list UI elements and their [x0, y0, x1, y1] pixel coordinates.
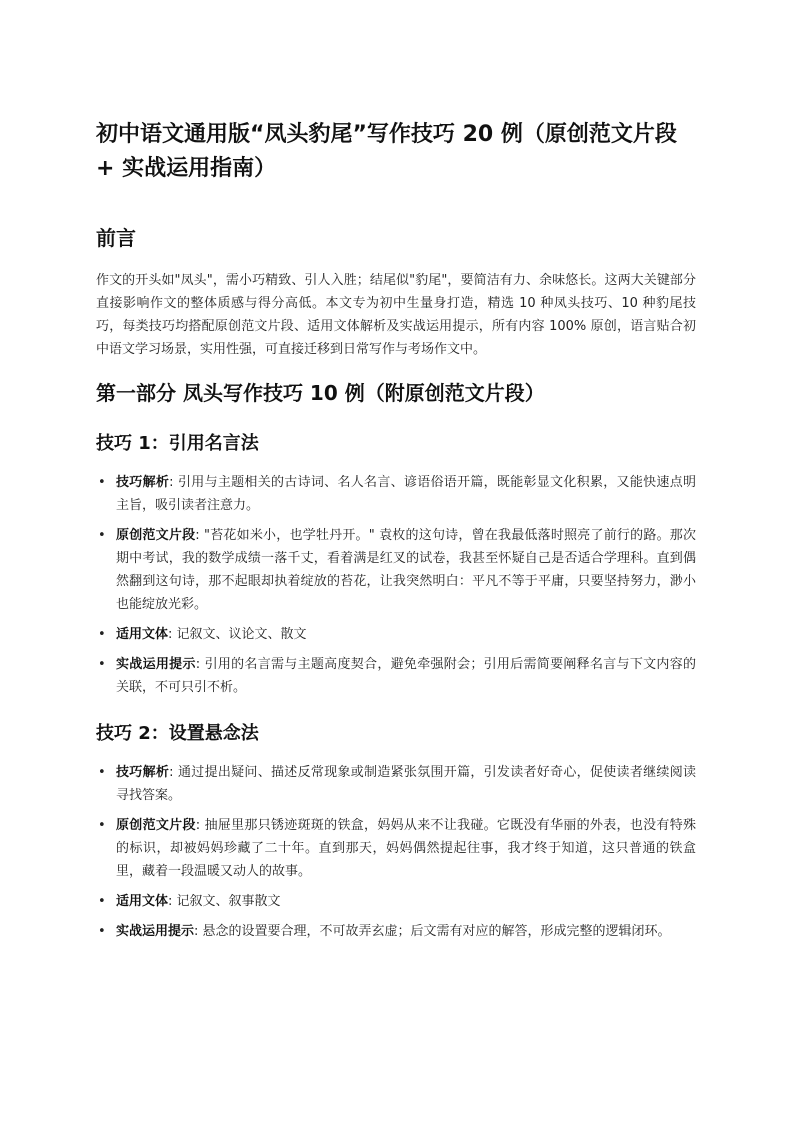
item-label: 技巧解析	[116, 475, 170, 490]
bullet-icon: •	[98, 765, 106, 780]
item-separator: :	[195, 657, 205, 672]
part1-heading: 第一部分 凤头写作技巧 10 例（附原创范文片段）	[96, 381, 545, 405]
bullet-icon: •	[98, 627, 106, 642]
tip-2-analysis	[96, 761, 696, 807]
item-label: 原创范文片段	[116, 528, 196, 543]
item-text: 通过提出疑问、描述反常现象或制造紧张氛围开篇，引发读者好奇心，促使读者继续阅读寻找答案。	[116, 765, 696, 803]
tip-1-heading: 技巧 1：引用名言法	[96, 433, 259, 454]
bullet-icon: •	[98, 528, 106, 543]
intro-heading: 前言	[96, 226, 136, 250]
item-separator: :	[195, 528, 205, 543]
item-separator: :	[169, 765, 178, 780]
tip-2-genre	[96, 890, 696, 913]
tip-2-heading: 技巧 2：设置悬念法	[96, 723, 259, 744]
bullet-icon: •	[98, 894, 106, 909]
item-text: 悬念的设置要合理，不可故弄玄虚；后文需有对应的解答，形成完整的逻辑闭环。	[202, 924, 671, 939]
item-separator: :	[168, 894, 177, 909]
item-label: 实战运用提示	[116, 924, 195, 939]
bullet-icon: •	[98, 818, 106, 833]
item-label: 原创范文片段	[116, 818, 196, 833]
tip-1-genre	[96, 623, 696, 646]
intro-paragraph: 作文的开头如"凤头"，需小巧精致、引人入胜；结尾似"豹尾"，要简洁有力、余味悠长。这两大关键部分直接影响作文的整体质感与得分高低。本文专为初中生量身打造，精选 10 种凤头技巧、10 种豹尾技巧，每类技巧均搭配原创范文片段、适用文体解析及实战运用提示，所有内容 100% 原创，语言贴合初中语文学习场景，实用性强，可直接迁移到日常写作与考场作文中。	[96, 273, 696, 357]
item-separator: :	[194, 924, 203, 939]
tip-1-list	[96, 471, 696, 699]
tip-1-sample	[96, 524, 696, 616]
item-text: 抽屉里那只锈迹斑斑的铁盒，妈妈从来不让我碰。它既没有华丽的外表，也没有特殊的标识，却被妈妈珍藏了二十年。直到那天，妈妈偶然提起往事，我才终于知道，这只普通的铁盒里，藏着一段温暖又动人的故事。	[116, 818, 696, 879]
item-label: 实战运用提示	[116, 657, 196, 672]
item-text: 引用与主题相关的古诗词、名人名言、谚语俗语开篇，既能彰显文化积累，又能快速点明主旨，吸引读者注意力。	[116, 475, 696, 513]
document-title: 初中语文通用版“凤头豹尾”写作技巧 20 例（原创范文片段 + 实战运用指南）	[96, 122, 677, 181]
bullet-icon: •	[98, 475, 106, 490]
item-text: "苔花如米小，也学牡丹开。" 袁枚的这句诗，曾在我最低落时照亮了前行的路。那次期中考试，我的数学成绩一落千丈，看着满是红叉的试卷，我甚至怀疑自己是否适合学理科。直到偶然翻到这句诗，那不起眼却执着绽放的苔花，让我突然明白：平凡不等于平庸，只要坚持努力，渺小也能绽放光彩。	[116, 528, 696, 612]
tip-1-analysis	[96, 471, 696, 517]
tip-2-list	[96, 761, 696, 943]
item-separator: :	[168, 627, 177, 642]
document-content	[96, 118, 696, 950]
item-text: 记叙文、议论文、散文	[176, 627, 307, 642]
bullet-icon: •	[98, 924, 106, 939]
item-label: 适用文体	[116, 627, 169, 642]
tip-1-hint	[96, 653, 696, 699]
item-text: 记叙文、叙事散文	[176, 894, 281, 909]
tip-2-sample	[96, 814, 696, 883]
item-label: 技巧解析	[116, 765, 170, 780]
item-text: 引用的名言需与主题高度契合，避免牵强附会；引用后需简要阐释名言与下文内容的关联，不可只引不析。	[116, 657, 696, 695]
tip-2-hint	[96, 920, 696, 943]
item-separator: :	[195, 818, 205, 833]
item-label: 适用文体	[116, 894, 169, 909]
bullet-icon: •	[98, 657, 106, 672]
item-separator: :	[169, 475, 178, 490]
